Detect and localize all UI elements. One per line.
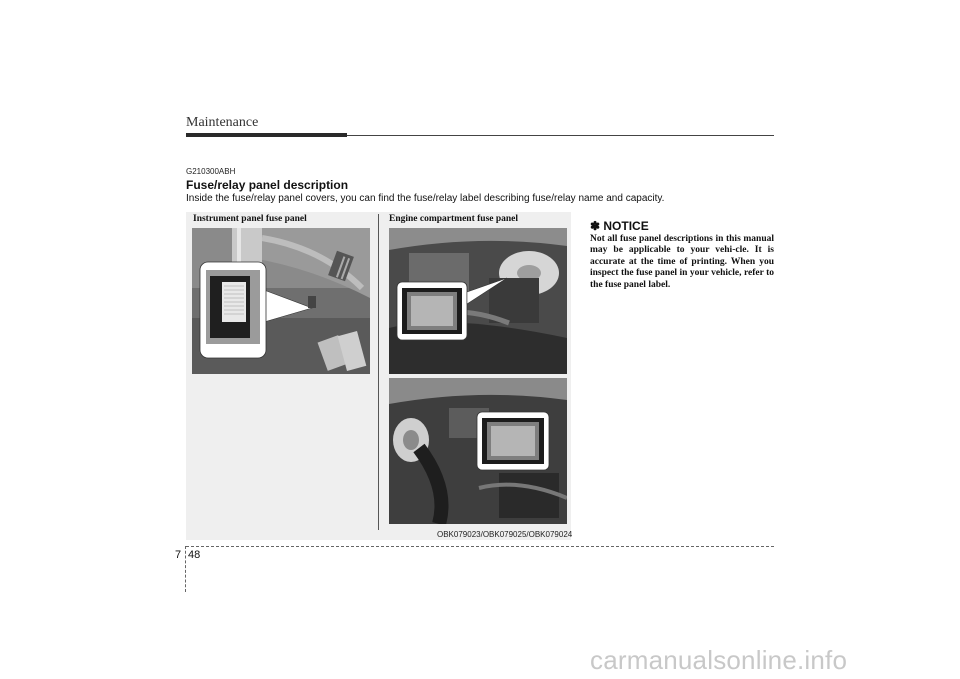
page-section-number: 7 [175, 549, 182, 561]
watermark: carmanualsonline.info [590, 645, 848, 675]
section-code: G210300ABH [186, 167, 236, 176]
footer-vertical-rule [185, 546, 186, 592]
intro-text: Inside the fuse/relay panel covers, you can find the fuse/relay label describing fuse/relay name and capacity. [186, 193, 665, 204]
figure-divider [378, 214, 379, 530]
section-title: Maintenance [186, 115, 259, 130]
footer-rule [186, 546, 774, 547]
instrument-panel-photo [192, 228, 370, 374]
notice-body: Not all fuse panel descriptions in this manual may be applicable to your vehi-cle. It is accurate at the time of printing. When you inspect the fuse panel in your vehicle, refer to the fuse panel label. [590, 234, 774, 290]
page-heading: Fuse/relay panel description [186, 178, 349, 192]
instrument-panel-label: Instrument panel fuse panel [193, 214, 307, 224]
notice-title: ✽ NOTICE [590, 219, 649, 233]
engine-compartment-label: Engine compartment fuse panel [389, 214, 519, 224]
engine-compartment-photo-top [389, 228, 567, 374]
figure-caption: OBK079023/OBK079025/OBK079024 [437, 530, 573, 539]
header-rule-thick [186, 133, 347, 137]
header-rule-thin [347, 135, 774, 136]
engine-compartment-photo-bottom [389, 378, 567, 524]
page-number: 48 [188, 549, 201, 561]
